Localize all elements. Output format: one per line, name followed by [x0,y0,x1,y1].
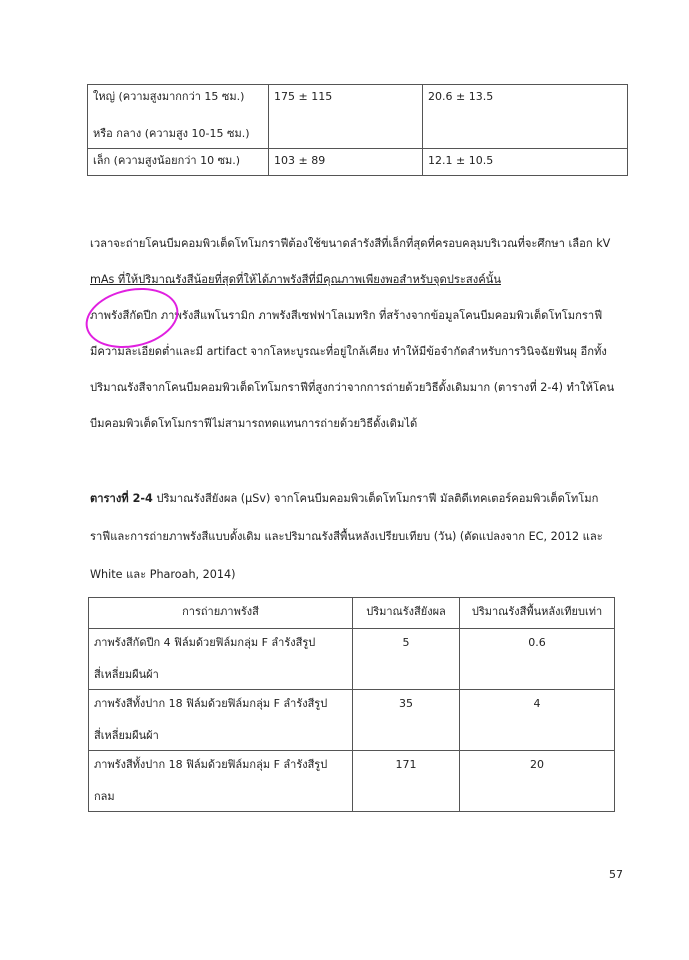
cell-text: ภาพรังสีกัดปีก 4 ฟิล์มด้วยฟิล์มกลุ่ม F ลำรังสีรูป [94,636,316,649]
paragraph-line: ภาพรังสีกัดปีก ภาพรังสีแพโนรามิก ภาพรังสีเซฟฟาโลเมทริก ที่สร้างจากข้อมูลโคนบีมคอมพิวเต็ดโทโมกราฟี [90,309,603,322]
paragraph-line: บีมคอมพิวเต็ดโทโมกราฟีไม่สามารถทดแทนการถ่ายด้วยวิธีดั้งเดิมได้ [90,417,418,430]
page-number: 57 [609,868,623,881]
table-cell: 12.1 ± 10.5 [423,149,628,176]
dose-comparison-table [88,597,615,812]
cell-text: เล็ก (ความสูงน้อยกว่า 10 ซม.) [93,154,241,167]
cell-text: หรือ กลาง (ความสูง 10-15 ซม.) [93,127,250,140]
cell-text: สี่เหลี่ยมผืนผ้า [94,729,159,742]
paragraph-line: ปริมาณรังสีจากโคนบีมคอมพิวเต็ดโทโมกราฟีที่สูงกว่าจากการถ่ายด้วยวิธีดั้งเดิมมาก (ตารางที่ 2-4) ทำให้โคน [90,381,615,394]
table-cell [89,629,353,690]
table-cell: 20 [460,751,615,812]
table-cell: 0.6 [460,629,615,690]
table-cell: 103 ± 89 [269,149,423,176]
caption-label: ตารางที่ 2-4 [90,492,153,505]
paragraph-line [90,262,630,298]
table-cell: 5 [353,629,460,690]
table-cell: 20.6 ± 13.5 [423,85,628,149]
cell-text: ใหญ่ (ความสูงมากกว่า 15 ซม.) [93,90,245,103]
table-cell: 4 [460,690,615,751]
column-header: การถ่ายภาพรังสี [89,598,353,629]
cell-text: ภาพรังสีทั้งปาก 18 ฟิล์มด้วยฟิล์มกลุ่ม F ลำรังสีรูป [94,758,328,771]
underlined-text: mAs ที่ให้ปริมาณรังสีน้อยที่สุดที่ให้ได้ภาพรังสีที่มีคุณภาพเพียงพอสำหรับจุดประสงค์นั้น [90,273,501,286]
caption-line [90,480,630,518]
table-cell [89,751,353,812]
table-cell: 35 [353,690,460,751]
body-paragraph [90,226,630,442]
table-cell [88,149,269,176]
cell-text: ภาพรังสีทั้งปาก 18 ฟิล์มด้วยฟิล์มกลุ่ม F ลำรังสีรูป [94,697,328,710]
table-cell: 171 [353,751,460,812]
cell-text: กลม [94,790,115,803]
table-cell [89,690,353,751]
cell-text: สี่เหลี่ยมผืนผ้า [94,668,159,681]
table-row [88,85,628,149]
paragraph-line: เวลาจะถ่ายโคนบีมคอมพิวเต็ดโทโมกราฟีต้องใช้ขนาดลำรังสีที่เล็กที่สุดที่ครอบคลุมบริเวณที่จะศึกษา เลือก kV [90,237,611,250]
table-row [89,629,615,690]
caption-line: ราฟีและการถ่ายภาพรังสีแบบดั้งเดิม และปริมาณรังสีพื้นหลังเปรียบเทียบ (วัน) (ดัดแปลงจาก EC, 2012 และ [90,530,603,543]
column-header: ปริมาณรังสีพื้นหลังเทียบเท่า [460,598,615,629]
table-row [88,149,628,176]
table-row [89,690,615,751]
effective-dose-continuation-table [87,84,628,176]
column-header: ปริมาณรังสียังผล [353,598,460,629]
table-header-row [89,598,615,629]
table-cell [88,85,269,149]
table-caption [90,480,630,594]
caption-text: ปริมาณรังสียังผล (µSv) จากโคนบีมคอมพิวเต็ดโทโมกราฟี มัลติดีเทคเตอร์คอมพิวเต็ดโทโมก [152,492,599,505]
table-cell: 175 ± 115 [269,85,423,149]
paragraph-line: มีความละเอียดต่ำและมี artifact จากโลหะบูรณะที่อยู่ใกล้เคียง ทำให้มีข้อจำกัดสำหรับการวินิจฉัยฟันผุ อีกทั้ง [90,345,607,358]
caption-line: White และ Pharoah, 2014) [90,568,236,581]
table-row [89,751,615,812]
